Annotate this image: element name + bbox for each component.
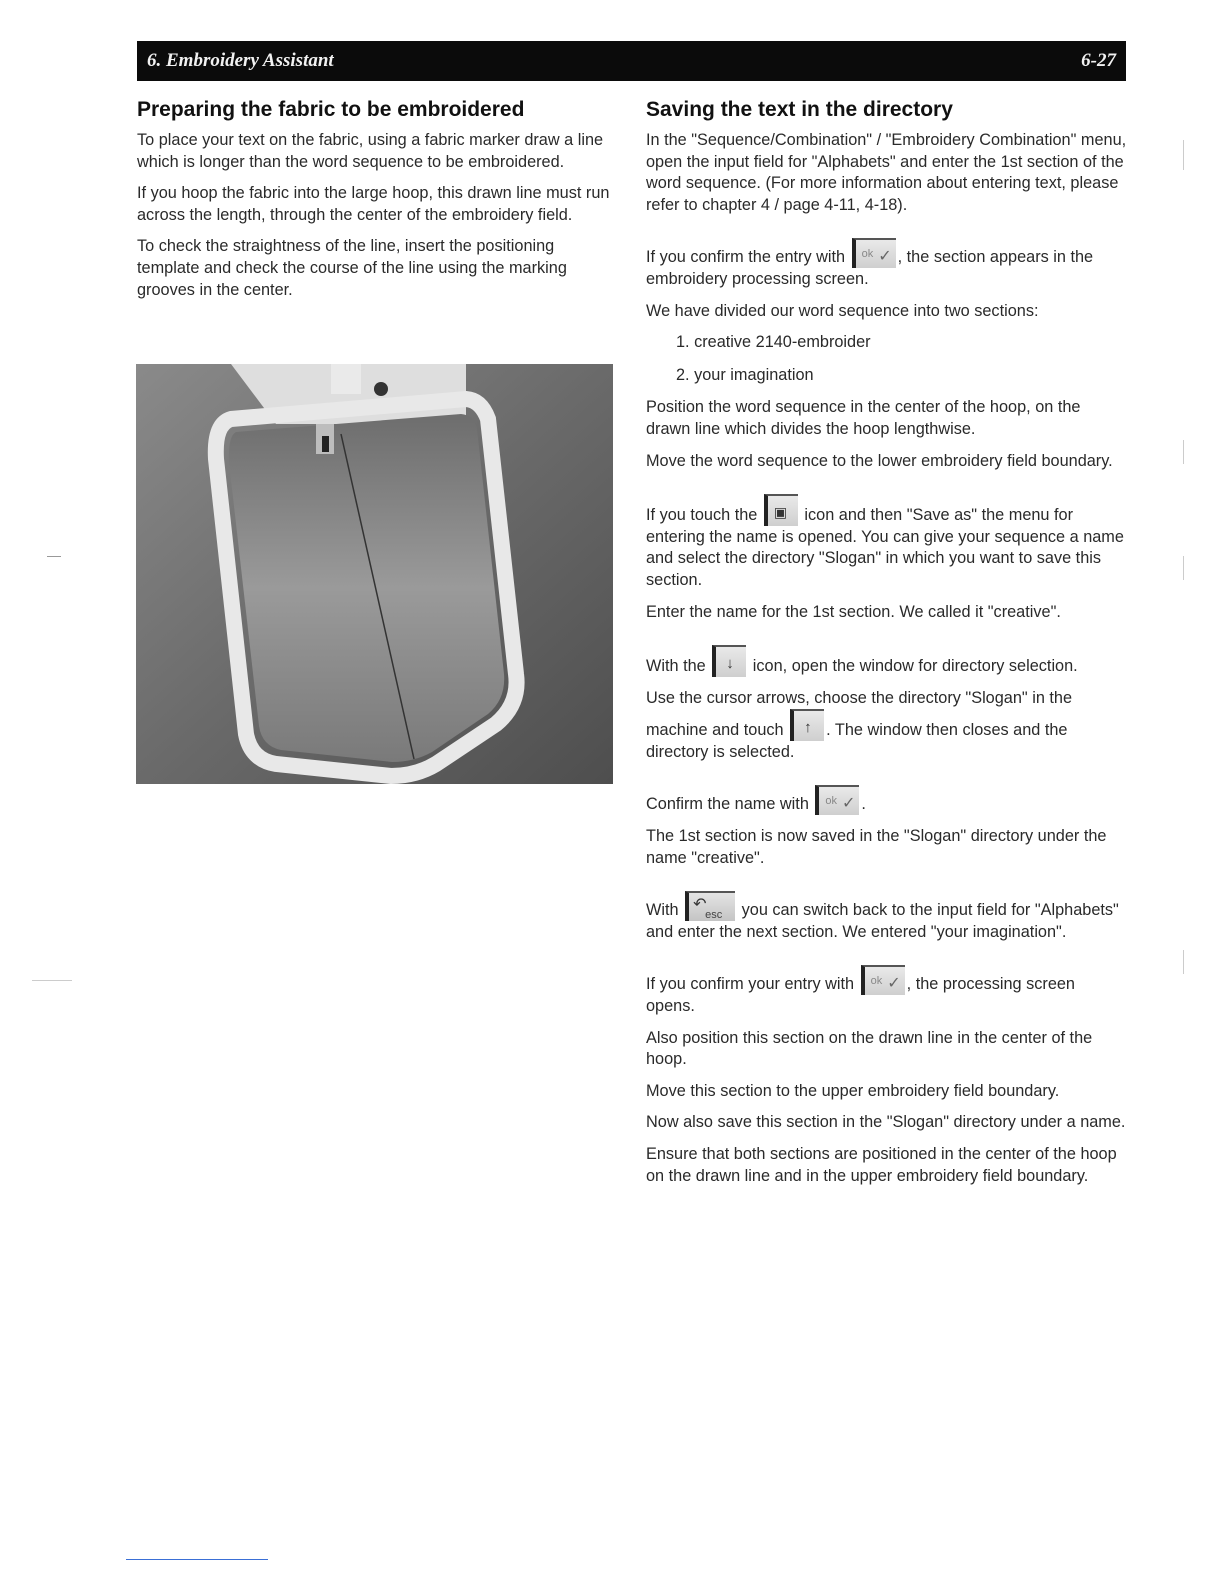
right-column (646, 96, 1128, 1197)
left-column (137, 96, 615, 311)
paragraph: If you confirm your entry with ok ✓ , the processing screen opens. (646, 965, 1128, 1017)
list-item: 2. your imagination (676, 365, 814, 384)
chapter-title: 6. Embroidery Assistant (147, 50, 334, 71)
paragraph: Also position this section on the drawn line in the center of the hoop. (646, 1028, 1093, 1069)
edge-mark (1183, 440, 1184, 464)
paragraph: Confirm the name with ok ✓ . (646, 785, 1128, 816)
paragraph: With ↶ esc you can switch back to the input field for "Alphabets" and enter the next section. We entered "your imagination". (646, 891, 1128, 943)
paragraph: If you confirm the entry with ok ✓ , the section appears in the embroidery processing screen. (646, 238, 1128, 290)
hoop-photo (136, 364, 613, 784)
esc-back-icon: ↶ esc (685, 891, 735, 921)
paragraph: If you hoop the fabric into the large hoop, this drawn line must run across the length, through the center of the embroidery field. (137, 184, 610, 224)
edge-mark (1183, 556, 1184, 580)
paragraph: The 1st section is now saved in the "Slogan" directory under the name "creative". (646, 827, 1107, 867)
paragraph: Move this section to the upper embroidery field boundary. (646, 1081, 1060, 1100)
paragraph: With the ↓ icon, open the window for directory selection. (646, 645, 1128, 678)
paragraph: To check the straightness of the line, insert the positioning template and check the course of the line using the marking grooves in the center. (137, 237, 567, 299)
paragraph: Ensure that both sections are positioned in the center of the hoop on the drawn line and in the upper embroidery field boundary. (646, 1145, 1117, 1185)
save-disk-icon: ▣ (764, 494, 798, 526)
paragraph: Move the word sequence to the lower embroidery field boundary. (646, 451, 1113, 470)
paragraph: If you touch the ▣ icon and then "Save as" the menu for entering the name is opened. You can give your sequence a name and select the directory "Slogan" in which you want to save this section. (646, 494, 1128, 591)
ok-button-icon: ok ✓ (852, 238, 896, 268)
ok-button-icon: ok ✓ (861, 965, 905, 995)
edge-mark (1183, 950, 1184, 974)
footer-rule (126, 1559, 268, 1560)
edge-mark (1183, 140, 1184, 170)
margin-mark (47, 556, 61, 557)
chapter-header (137, 41, 1126, 81)
ok-button-icon: ok ✓ (815, 785, 859, 815)
paragraph: Enter the name for the 1st section. We called it "creative". (646, 602, 1061, 621)
up-arrow-icon: ↑ (790, 709, 824, 741)
paragraph: Use the cursor arrows, choose the directory "Slogan" in the machine and touch ↑ . The window then closes and the directory is selected. (646, 688, 1073, 761)
paragraph: In the "Sequence/Combination" / "Embroidery Combination" menu, open the input field for "Alphabets" and enter the 1st section of the word sequence. (For more information about entering text, please refer to chapter 4 / page 4-11, 4-18). (646, 131, 1127, 214)
down-arrow-icon: ↓ (712, 645, 746, 677)
page-number: 6-27 (1081, 50, 1116, 71)
list-item: 1. creative 2140-embroider (676, 333, 871, 352)
margin-mark (32, 980, 72, 981)
paragraph: Position the word sequence in the center of the hoop, on the drawn line which divides the hoop lengthwise. (646, 398, 1081, 438)
paragraph: We have divided our word sequence into two sections: (646, 301, 1039, 320)
paragraph: Now also save this section in the "Slogan" directory under a name. (646, 1113, 1126, 1132)
section-title-preparing: Preparing the fabric to be embroidered (137, 98, 525, 121)
section-title-saving: Saving the text in the directory (646, 98, 953, 121)
paragraph: To place your text on the fabric, using a fabric marker draw a line which is longer than the word sequence to be embroidered. (137, 131, 604, 171)
